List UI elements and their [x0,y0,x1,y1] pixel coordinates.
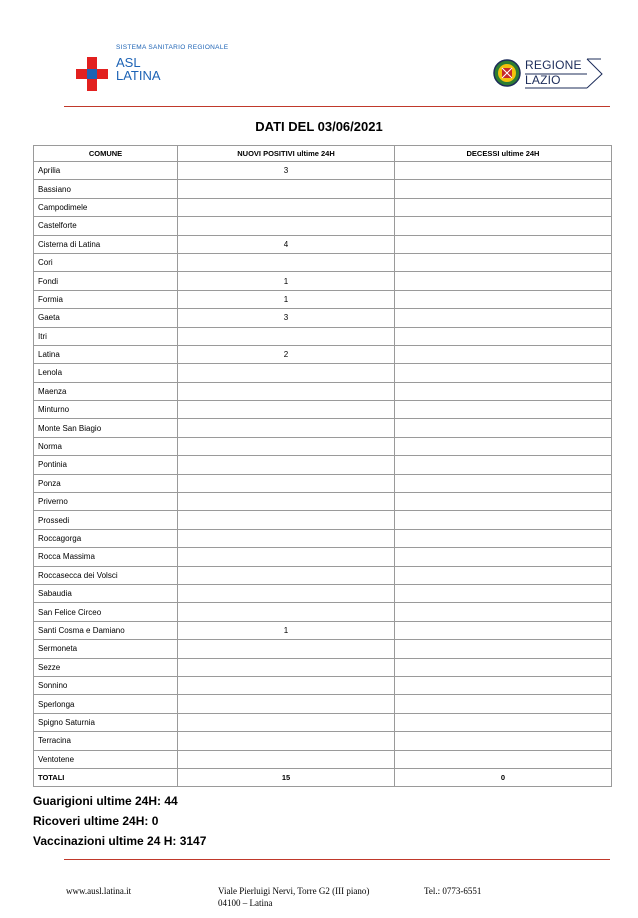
table-row [34,162,612,180]
cell-decessi [395,695,612,713]
cell-decessi [395,493,612,511]
asl-name-line1: ASL [116,55,141,70]
cell-nuovi-positivi [178,676,395,694]
cell-comune: Gaeta [34,309,178,327]
summary-guarigioni: Guarigioni ultime 24H: 44 [33,794,178,808]
cell-comune: Lenola [34,364,178,382]
cell-comune: Bassiano [34,180,178,198]
cell-comune: Minturno [34,401,178,419]
cell-nuovi-positivi [178,253,395,271]
cell-nuovi-positivi [178,750,395,768]
table-header-row [34,146,612,162]
cell-comune: San Felice Circeo [34,603,178,621]
cell-decessi [395,198,612,216]
cell-decessi [395,621,612,639]
table-row [34,474,612,492]
cell-comune: Aprilia [34,162,178,180]
cell-decessi [395,382,612,400]
cell-decessi [395,713,612,731]
cell-nuovi-positivi [178,584,395,602]
table-row [34,419,612,437]
table-row [34,253,612,271]
table-row [34,713,612,731]
totals-label: TOTALI [34,768,178,786]
page-title: DATI DEL 03/06/2021 [255,119,383,134]
table-body [34,162,612,787]
footer-address [218,885,369,909]
cell-comune: Cori [34,253,178,271]
cell-nuovi-positivi [178,511,395,529]
cell-comune: Santi Cosma e Damiano [34,621,178,639]
table-row [34,217,612,235]
table-row [34,345,612,363]
table-row [34,584,612,602]
table-row [34,621,612,639]
table-row [34,290,612,308]
cell-comune: Fondi [34,272,178,290]
table-row [34,750,612,768]
cell-decessi [395,584,612,602]
cell-nuovi-positivi: 1 [178,290,395,308]
cell-comune: Ponza [34,474,178,492]
asl-latina-logo [76,44,236,96]
table-row [34,309,612,327]
cell-comune: Maenza [34,382,178,400]
cell-decessi [395,676,612,694]
cell-decessi [395,732,612,750]
cell-decessi [395,548,612,566]
totals-row [34,768,612,786]
regione-lazio-logo [492,56,604,92]
table-row [34,198,612,216]
cell-nuovi-positivi [178,180,395,198]
table-row [34,327,612,345]
cell-decessi [395,566,612,584]
cell-decessi [395,309,612,327]
asl-name-line2: LATINA [116,68,161,83]
cell-decessi [395,603,612,621]
cell-nuovi-positivi [178,437,395,455]
cell-decessi [395,364,612,382]
cell-comune: Monte San Biagio [34,419,178,437]
cell-nuovi-positivi: 3 [178,309,395,327]
footer-website[interactable]: www.ausl.latina.it [66,886,132,896]
table-row [34,695,612,713]
table-row [34,180,612,198]
table-row [34,511,612,529]
cell-decessi [395,401,612,419]
cell-comune: Norma [34,437,178,455]
table-row [34,548,612,566]
table-row [34,566,612,584]
table-row [34,640,612,658]
cell-nuovi-positivi: 2 [178,345,395,363]
cell-comune: Castelforte [34,217,178,235]
cell-nuovi-positivi [178,456,395,474]
regione-lazio-text [525,59,582,87]
table-row [34,529,612,547]
cell-decessi [395,235,612,253]
cell-nuovi-positivi: 4 [178,235,395,253]
cell-decessi [395,658,612,676]
cell-comune: Ventotene [34,750,178,768]
cell-nuovi-positivi [178,732,395,750]
cell-nuovi-positivi [178,493,395,511]
table-row [34,603,612,621]
cell-nuovi-positivi [178,713,395,731]
cell-decessi [395,180,612,198]
cell-decessi [395,290,612,308]
header-divider [64,106,610,107]
totals-nuovi-positivi: 15 [178,768,395,786]
table-row [34,456,612,474]
table-row [34,658,612,676]
cell-decessi [395,474,612,492]
cell-nuovi-positivi [178,474,395,492]
asl-system-label: SISTEMA SANITARIO REGIONALE [116,44,229,51]
table-row [34,364,612,382]
table-row [34,401,612,419]
totals-decessi: 0 [395,768,612,786]
cell-comune: Prossedi [34,511,178,529]
cell-decessi [395,253,612,271]
table-row [34,493,612,511]
cell-decessi [395,750,612,768]
cell-decessi [395,217,612,235]
region-line2: LAZIO [525,73,561,87]
cell-comune: Roccasecca dei Volsci [34,566,178,584]
table-row [34,437,612,455]
cell-comune: Formia [34,290,178,308]
summary-ricoveri: Ricoveri ultime 24H: 0 [33,814,159,828]
cell-nuovi-positivi [178,640,395,658]
cell-comune: Sperlonga [34,695,178,713]
cell-comune: Sonnino [34,676,178,694]
table-row [34,235,612,253]
cell-nuovi-positivi [178,695,395,713]
cell-nuovi-positivi [178,566,395,584]
cell-nuovi-positivi: 3 [178,162,395,180]
cell-comune: Sabaudia [34,584,178,602]
cell-decessi [395,640,612,658]
header-decessi: DECESSI ultime 24H [395,146,612,162]
summary-vaccinazioni: Vaccinazioni ultime 24 H: 3147 [33,834,207,848]
cell-decessi [395,511,612,529]
cell-comune: Campodimele [34,198,178,216]
cell-decessi [395,345,612,363]
cell-nuovi-positivi [178,217,395,235]
cell-comune: Spigno Saturnia [34,713,178,731]
cell-decessi [395,327,612,345]
cell-comune: Rocca Massima [34,548,178,566]
cell-comune: Roccagorga [34,529,178,547]
header-comune: COMUNE [34,146,178,162]
footer-divider [64,859,610,860]
cell-comune: Latina [34,345,178,363]
cell-comune: Sermoneta [34,640,178,658]
cell-nuovi-positivi [178,419,395,437]
cell-nuovi-positivi: 1 [178,621,395,639]
cell-comune: Cisterna di Latina [34,235,178,253]
table-row [34,382,612,400]
cell-nuovi-positivi [178,401,395,419]
cell-comune: Itri [34,327,178,345]
cell-nuovi-positivi [178,658,395,676]
cell-comune: Sezze [34,658,178,676]
cell-decessi [395,437,612,455]
cell-decessi [395,529,612,547]
medical-cross-icon [76,57,108,91]
cell-comune: Terracina [34,732,178,750]
cell-comune: Priverno [34,493,178,511]
cell-nuovi-positivi: 1 [178,272,395,290]
region-line1: REGIONE [525,58,582,72]
table-row [34,676,612,694]
header-nuovi-positivi: NUOVI POSITIVI ultime 24H [178,146,395,162]
table-row [34,732,612,750]
cell-comune: Pontinia [34,456,178,474]
cell-decessi [395,272,612,290]
footer-address-line1: Viale Pierluigi Nervi, Torre G2 (III piano) [218,886,370,896]
cell-decessi [395,162,612,180]
asl-name [116,56,161,82]
footer-phone: Tel.: 0773-6551 [424,886,482,896]
cell-decessi [395,419,612,437]
cell-nuovi-positivi [178,548,395,566]
footer-address-line2: 04100 – Latina [218,898,273,908]
cell-nuovi-positivi [178,529,395,547]
cell-nuovi-positivi [178,327,395,345]
cell-nuovi-positivi [178,364,395,382]
cell-decessi [395,456,612,474]
cell-nuovi-positivi [178,382,395,400]
cell-nuovi-positivi [178,198,395,216]
table-row [34,272,612,290]
cell-nuovi-positivi [178,603,395,621]
covid-data-table [33,145,612,787]
